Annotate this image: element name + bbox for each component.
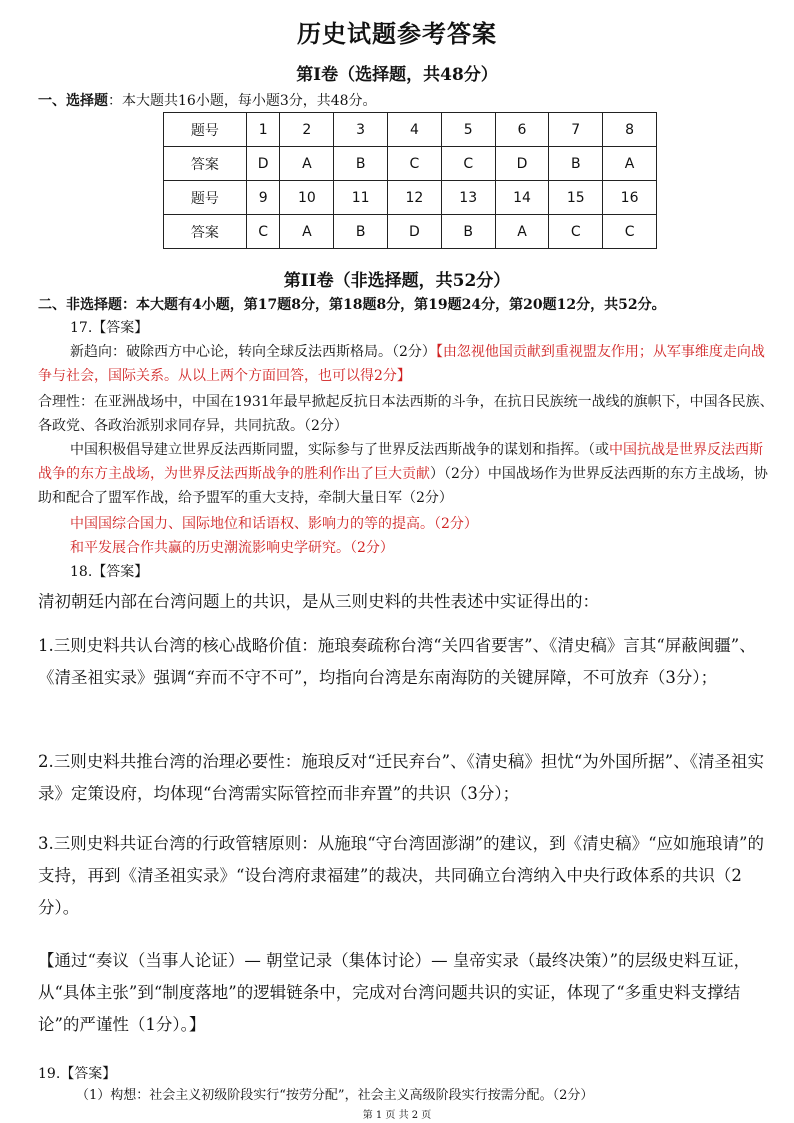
answer-table — [163, 112, 657, 249]
answer-cell: C — [549, 215, 603, 249]
q17-p3-text-a: 中国积极倡导建立世界反法西斯同盟，实际参与了世界反法西斯战争的谋划和指挥。（或 — [70, 442, 609, 458]
section1-label: 一、选择题 — [38, 93, 108, 109]
table-row — [164, 181, 657, 215]
table-row — [164, 113, 657, 147]
answer-cell: A — [603, 147, 657, 181]
q18-item-2: 2.三则史料共推台湾的治理必要性：施琅反对“迁民弃台”、《清史稿》担忧“为外国所据”、《清圣祖实录》定策设府，均体现“台湾需实际管控而非弃置”的共识（3分）； — [38, 752, 764, 803]
q19-label: 19.【答案】 — [38, 1066, 117, 1082]
q17-paragraph-2: 合理性：在亚洲战场中，中国在1931年最早掀起反抗日本法西斯的斗争，在抗日民族统一战线的旗帜下，中国各民族、各政党、各政治派别求同存异，共同抗敌。（2分） — [38, 394, 774, 434]
question-number: 1 — [246, 113, 280, 147]
q17-paragraph-5: 和平发展合作共赢的历史潮流影响史学研究。（2分） — [70, 540, 394, 556]
q18-intro: 清初朝廷内部在台湾问题上的共识，是从三则史料的共性表述中实证得出的： — [38, 592, 599, 611]
q18-item-3: 3.三则史料共证台湾的行政管辖原则：从施琅“守台湾固澎湖”的建议，到《清史稿》“应如施琅请”的支持，再到《清圣祖实录》“设台湾府隶福建”的裁决，共同确立台湾纳入中央行政体系的共识（2分）。 — [38, 834, 764, 917]
answer-cell: B — [334, 215, 388, 249]
row-label: 题号 — [164, 181, 247, 215]
q17-p1-text: 新趋向：破除西方中心论，转向全球反法西斯格局。（2分） — [70, 344, 436, 360]
answer-cell: B — [549, 147, 603, 181]
question-number: 8 — [603, 113, 657, 147]
question-number: 6 — [495, 113, 549, 147]
question-number: 3 — [334, 113, 388, 147]
part2-heading: 第II卷（非选择题，共52分） — [283, 271, 511, 291]
row-label: 题号 — [164, 113, 247, 147]
question-number: 16 — [603, 181, 657, 215]
question-number: 12 — [388, 181, 442, 215]
q17-paragraph-4: 中国国综合国力、国际地位和话语权、影响力的等的提高。（2分） — [70, 516, 478, 532]
question-number: 4 — [388, 113, 442, 147]
q19-item-1: （1）构想：社会主义初级阶段实行“按劳分配”，社会主义高级阶段实行按需分配。（2分） — [76, 1088, 594, 1103]
q17-p1-red-note: 【由忽视他国贡献到重视盟友作用；从军事维度走向战争与社会，国际关系。从以上两个方面回答，也可以得2分】 — [38, 344, 765, 384]
answer-cell: A — [495, 215, 549, 249]
answer-cell: D — [495, 147, 549, 181]
page-title: 历史试题参考答案 — [297, 19, 497, 48]
answer-cell: C — [388, 147, 442, 181]
q18-label: 18.【答案】 — [70, 564, 149, 580]
page-footer: 第 1 页 共 2 页 — [362, 1110, 432, 1121]
question-number: 9 — [246, 181, 280, 215]
q18-note: 【通过“奏议（当事人论证）— 朝堂记录（集体讨论）— 皇帝实录（最终决策）”的层级史料互证，从“具体主张”到“制度落地”的逻辑链条中，完成对台湾问题共识的实证，体现了“多重史料支撑结论”的严谨性（1分）。】 — [38, 951, 751, 1034]
q17-label: 17.【答案】 — [70, 320, 149, 336]
row-label: 答案 — [164, 215, 247, 249]
answer-cell: A — [280, 147, 334, 181]
part1-heading: 第Ⅰ卷（选择题，共48分） — [296, 65, 498, 85]
q17-p3-text-b: ）（2分）中国战场作为世界反法西斯的东方主战场，协助和配合了盟军作战，给予盟军的重大支持，牵制大量日军（2分） — [38, 466, 768, 506]
question-number: 10 — [280, 181, 334, 215]
answer-cell: D — [388, 215, 442, 249]
q17-paragraph-1 — [38, 340, 774, 388]
question-number: 2 — [280, 113, 334, 147]
answer-cell: C — [441, 147, 495, 181]
question-number: 7 — [549, 113, 603, 147]
answer-cell: B — [441, 215, 495, 249]
q17-p3-red-text: 中国抗战是世界反法西斯战争的东方主战场，为世界反法西斯战争的胜利作出了巨大贡献 — [38, 442, 763, 482]
question-number: 11 — [334, 181, 388, 215]
question-number: 5 — [441, 113, 495, 147]
section1-desc: ：本大题共16小题，每小题3分，共48分。 — [108, 93, 377, 109]
section1-heading — [38, 90, 377, 110]
q17-paragraph-3 — [38, 438, 774, 510]
answer-cell: C — [246, 215, 280, 249]
answer-cell: A — [280, 215, 334, 249]
answer-cell: B — [334, 147, 388, 181]
question-number: 13 — [441, 181, 495, 215]
table-row — [164, 215, 657, 249]
row-label: 答案 — [164, 147, 247, 181]
q18-item-1: 1.三则史料共认台湾的核心战略价值：施琅奏疏称台湾“关四省要害”、《清史稿》言其“屏蔽闽疆”、《清圣祖实录》强调“弃而不守不可”，均指向台湾是东南海防的关键屏障，不可放弃（3分）； — [38, 636, 756, 687]
question-number: 14 — [495, 181, 549, 215]
answer-cell: C — [603, 215, 657, 249]
question-number: 15 — [549, 181, 603, 215]
answer-cell: D — [246, 147, 280, 181]
table-row — [164, 147, 657, 181]
section2-heading: 二、非选择题：本大题有4小题，第17题8分，第18题8分，第19题24分，第20题12分，共52分。 — [38, 297, 666, 313]
